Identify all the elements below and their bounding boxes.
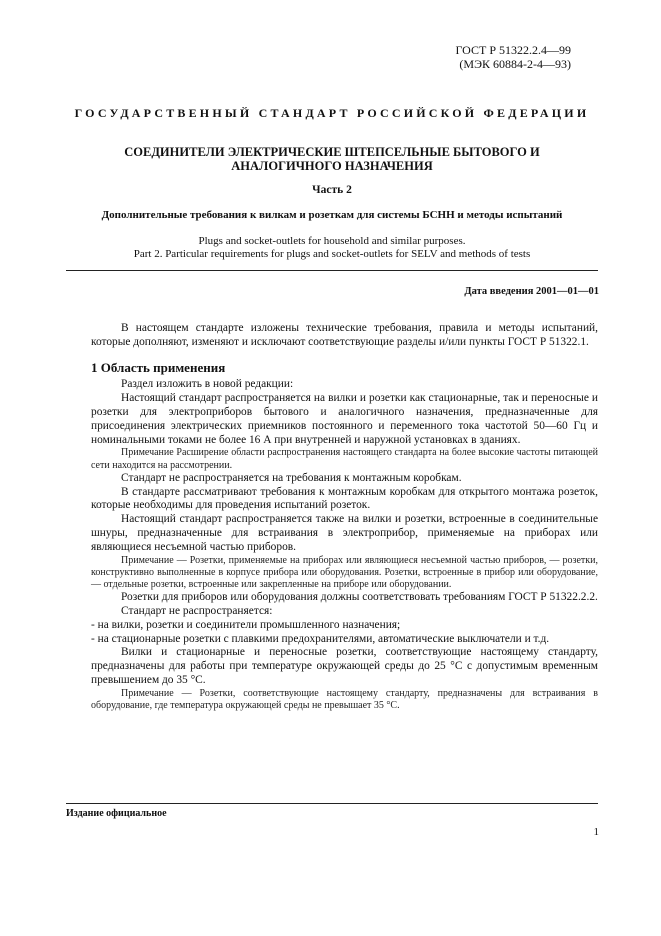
list-item: - на вилки, розетки и соединители промышленного назначения; (91, 618, 401, 631)
english-line-2: Part 2. Particular requirements for plugs and socket-outlets for SELV and methods of tests (133, 248, 531, 260)
paragraph: Розетки для приборов или оборудования должны соответствовать требованиям ГОСТ Р 51322.2.2. (121, 591, 598, 604)
english-title (66, 235, 598, 261)
document-body (91, 322, 598, 712)
document-number-block (456, 43, 571, 71)
paragraph: Настоящий стандарт распространяется также на вилки и розетки, встроенные в соединительные шнуры, предназначенные для встраивания в электроприбор, применяемые на приборах или являющиеся несъемной частью приборов. (91, 513, 598, 553)
title-line-2: АНАЛОГИЧНОГО НАЗНАЧЕНИЯ (231, 159, 433, 173)
note: Примечание Расширение области распространения настоящего стандарта на более высокие частоты питающей сети находится на рассмотрении. (91, 447, 598, 471)
header-divider (66, 270, 598, 271)
english-line-1: Plugs and socket-outlets for household and similar purposes. (198, 235, 466, 247)
paragraph: Стандарт не распространяется на требования к монтажным коробкам. (121, 471, 462, 484)
part-label: Часть 2 (312, 184, 352, 196)
document-subtitle: Дополнительные требования к вилкам и розеткам для системы БСНН и методы испытаний (101, 209, 563, 221)
paragraph: Настоящий стандарт распространяется на вилки и розетки как стационарные, так и переносные и розетки для электроприборов бытового и аналогичного назначения, предназначенные для присоединения электрических приемников постоянного и переменного тока частотой 50—60 Гц и номинальными токами не более 16 А при внутренней и наружной установках в зданиях. (91, 392, 598, 446)
document-title (70, 145, 594, 173)
intro-paragraph: В настоящем стандарте изложены технические требования, правила и методы испытаний, которые дополняют, изменяют и исключают соответствующие разделы и/или пункты ГОСТ Р 51322.1. (91, 322, 598, 348)
section-1-title: 1 Область применения (91, 359, 226, 375)
doc-number: ГОСТ Р 51322.2.4—99 (455, 43, 571, 57)
state-standard-heading: ГОСУДАРСТВЕННЫЙ СТАНДАРТ РОССИЙСКОЙ ФЕДЕРАЦИИ (74, 106, 590, 120)
page-number: 1 (593, 826, 599, 838)
footer-divider (66, 803, 598, 804)
paragraph: Стандарт не распространяется: (121, 604, 273, 617)
list-item: - на стационарные розетки с плавкими предохранителями, автоматические выключатели и т.д. (91, 632, 550, 645)
iec-number: (МЭК 60884-2-4—93) (459, 57, 571, 71)
note: Примечание — Розетки, применяемые на приборах или являющиеся несъемной частью приборов, — розетки, конструктивно выполненные в корпусе прибора или оборудования. Розетки, встроенные в прибор или оборудование, — отдельные розетки, встроенные или закрепленные на приборе или оборудовании. (91, 554, 598, 590)
paragraph: Вилки и стационарные и переносные розетки, соответствующие настоящему стандарту, предназначены для работы при температуре окружающей среды до 25 °С с допустимым временным превышением до 35 °С. (91, 646, 598, 686)
note: Примечание — Розетки, соответствующие настоящему стандарту, предназначены для встраивания в оборудование, где температура окружающей среды не превышает 35 °С. (91, 687, 598, 711)
introduction-date: Дата введения 2001—01—01 (464, 286, 599, 297)
paragraph: Раздел изложить в новой редакции: (121, 378, 294, 391)
title-line-1: СОЕДИНИТЕЛИ ЭЛЕКТРИЧЕСКИЕ ШТЕПСЕЛЬНЫЕ БЫТОВОГО И (124, 145, 540, 159)
paragraph: В стандарте рассматривают требования к монтажным коробкам для открытого монтажа розеток, которые необходимы для проведения испытаний розеток. (91, 485, 598, 512)
official-edition-label: Издание официальное (66, 808, 167, 819)
